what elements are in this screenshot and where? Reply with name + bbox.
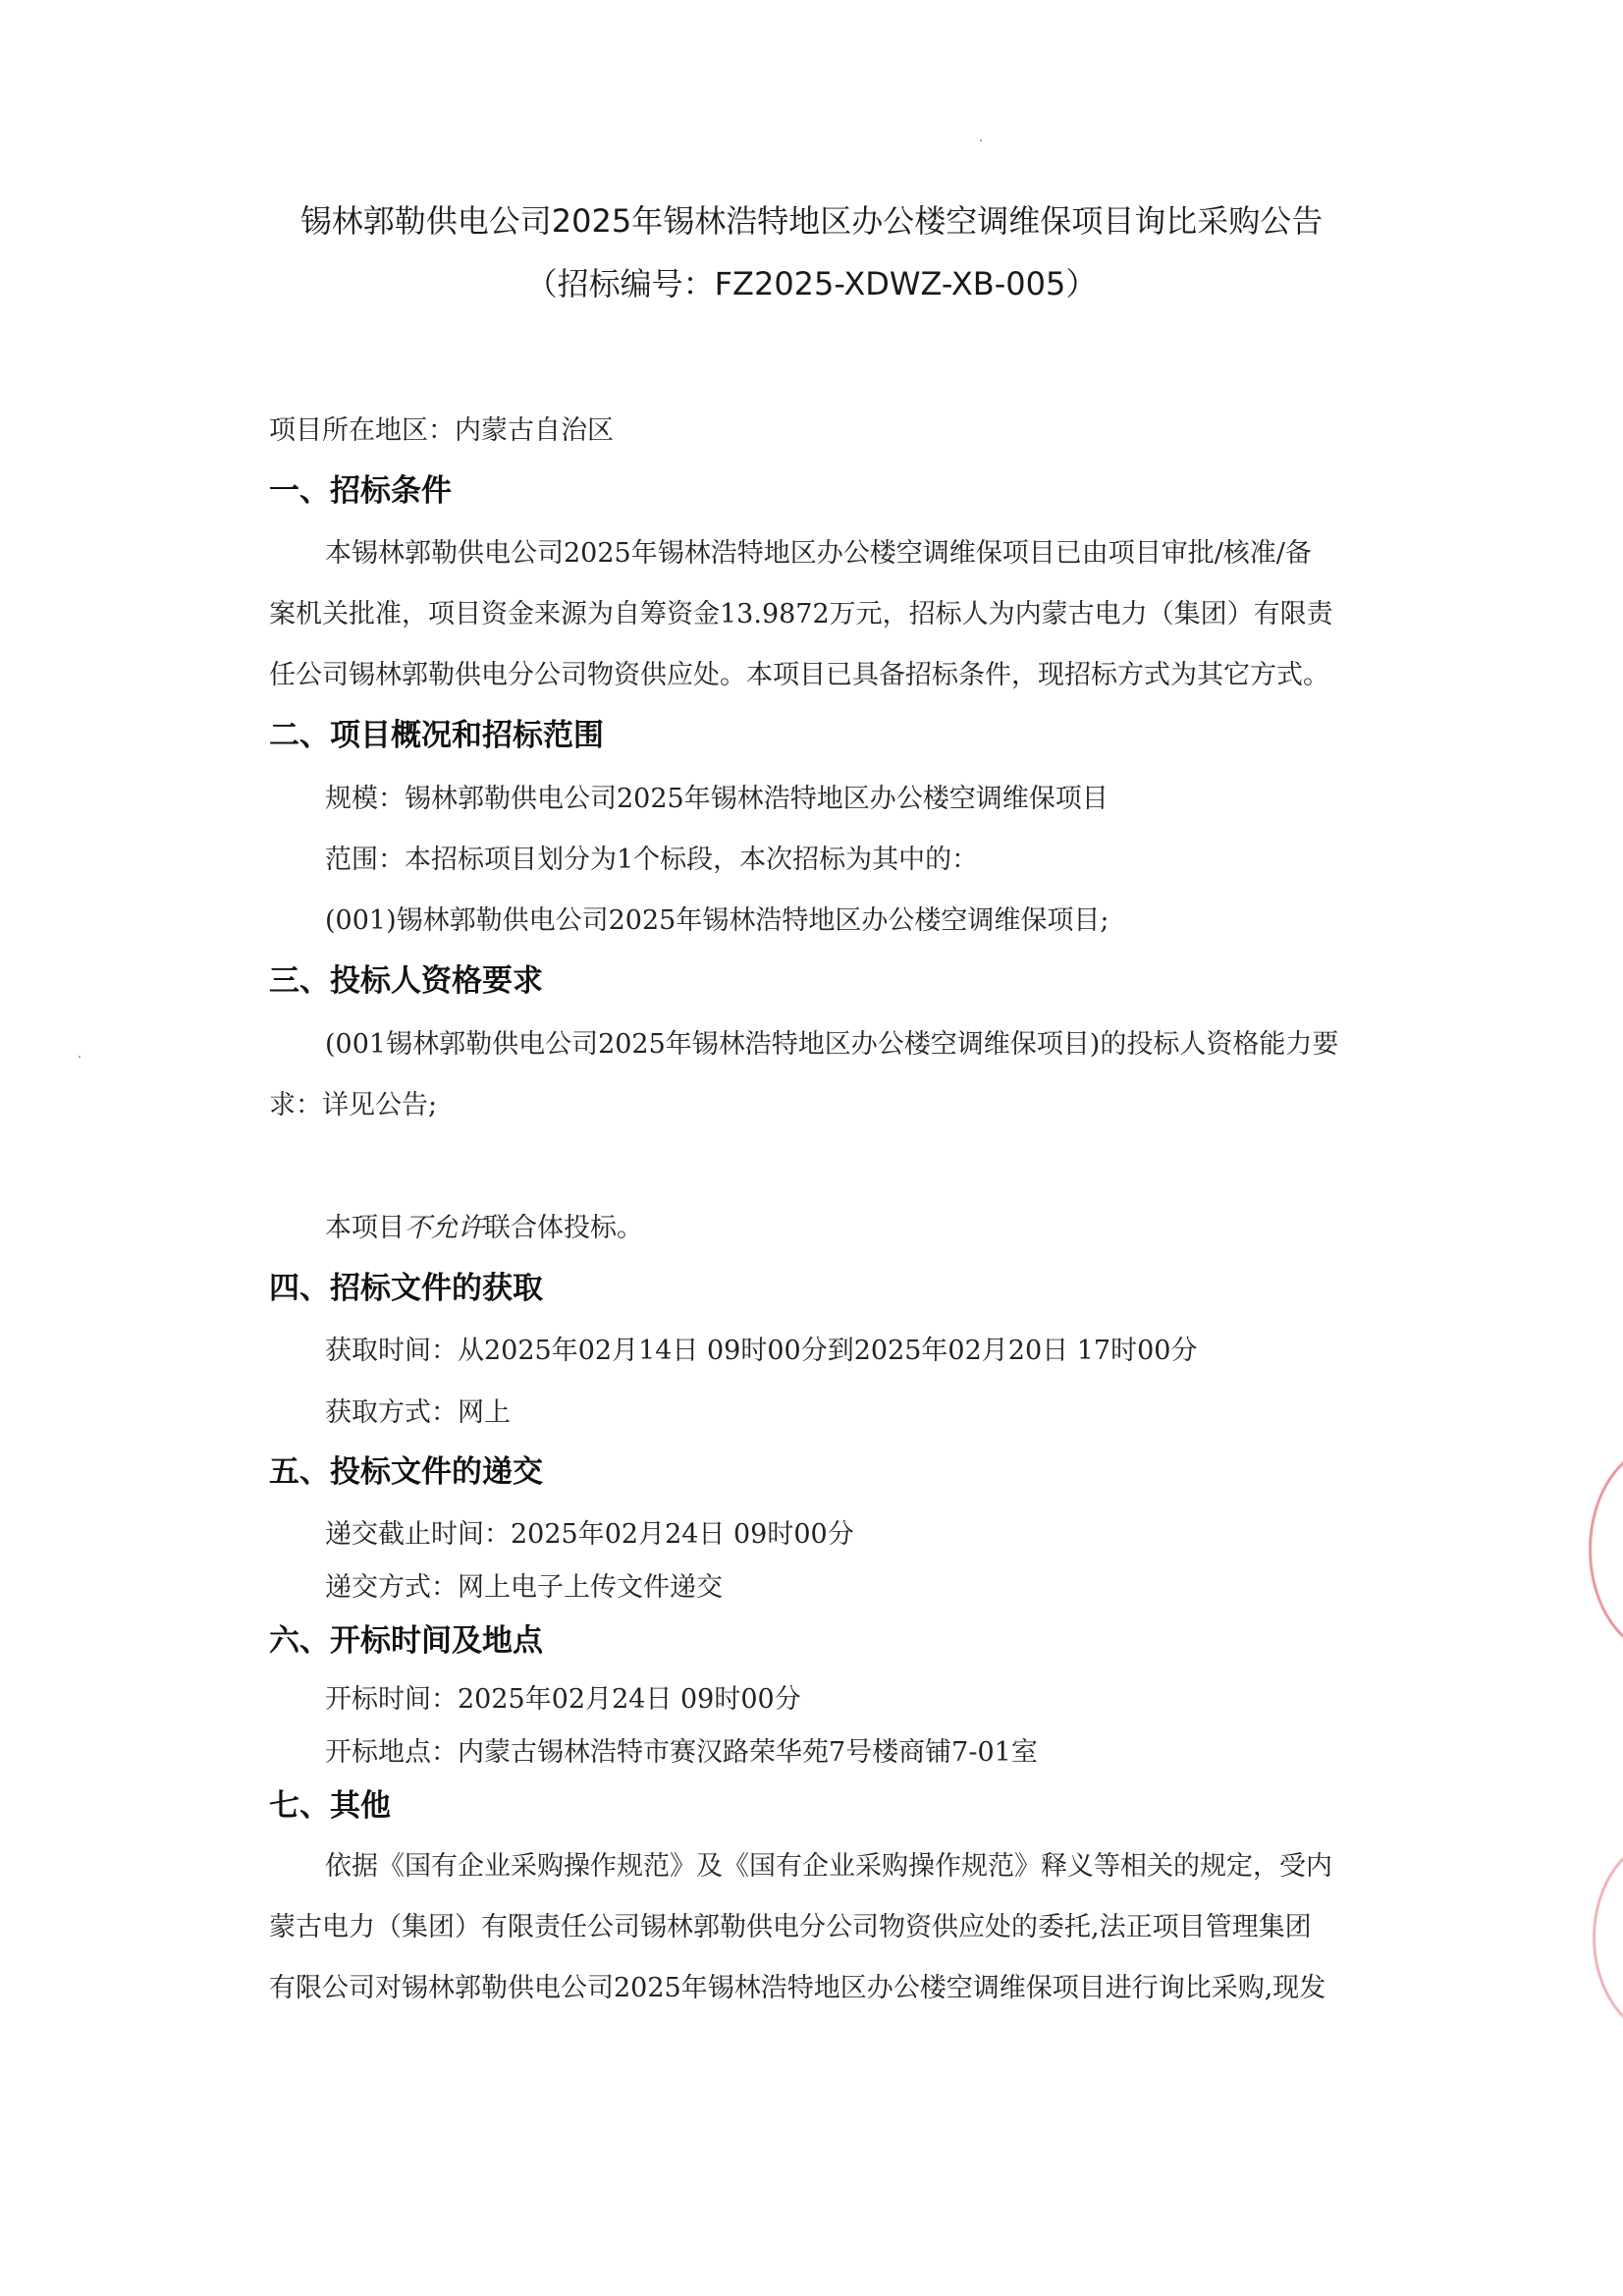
project-scale: 规模：锡林郭勒供电公司2025年锡林浩特地区办公楼空调维保项目: [325, 784, 1109, 814]
paragraph-line: 依据《国有企业采购操作规范》及《国有企业采购操作规范》释义等相关的规定，受内: [325, 1851, 1332, 1882]
seal-stamp-icon: [1593, 1836, 1623, 2039]
joint-bid-suffix: 联合体投标。: [484, 1213, 643, 1243]
section-heading-7: 七、其他: [269, 1788, 391, 1824]
paragraph-line: 本锡林郭勒供电公司2025年锡林浩特地区办公楼空调维保项目已由项目审批/核准/备: [325, 538, 1312, 569]
paragraph-line: (001锡林郭勒供电公司2025年锡林浩特地区办公楼空调维保项目)的投标人资格能力要: [325, 1029, 1339, 1060]
project-region: 项目所在地区：内蒙古自治区: [269, 415, 614, 446]
section-heading-5: 五、投标文件的递交: [269, 1454, 543, 1490]
paragraph-line: 有限公司对锡林郭勒供电公司2025年锡林浩特地区办公楼空调维保项目进行询比采购,现发: [269, 1973, 1326, 2003]
project-scope: 范围：本招标项目划分为1个标段，本次招标为其中的：: [325, 845, 979, 875]
paragraph-line: 案机关批准，项目资金来源为自筹资金13.9872万元，招标人为内蒙古电力（集团）有限责: [269, 599, 1333, 629]
section-heading-4: 四、招标文件的获取: [269, 1271, 543, 1306]
submission-deadline: 递交截止时间：2025年02月24日 09时00分: [325, 1519, 854, 1550]
seal-stamp-icon: [1589, 1444, 1623, 1656]
section-heading-3: 三、投标人资格要求: [269, 963, 543, 999]
tender-number: （招标编号：FZ2025-XDWZ-XB-005）: [525, 265, 1098, 302]
opening-place: 开标地点：内蒙古锡林浩特市赛汉路荣华苑7号楼商铺7-01室: [325, 1737, 1038, 1768]
paragraph-line: 任公司锡林郭勒供电分公司物资供应处。本项目已具备招标条件，现招标方式为其它方式。: [269, 660, 1329, 690]
section-heading-1: 一、招标条件: [269, 473, 452, 509]
joint-bid-emphasis: 不允许: [405, 1213, 484, 1243]
lot-item: (001)锡林郭勒供电公司2025年锡林浩特地区办公楼空调维保项目;: [325, 905, 1109, 936]
document-title: 锡林郭勒供电公司2025年锡林浩特地区办公楼空调维保项目询比采购公告: [299, 202, 1324, 240]
opening-time: 开标时间：2025年02月24日 09时00分: [325, 1684, 801, 1715]
section-heading-6: 六、开标时间及地点: [269, 1623, 543, 1659]
scan-speck: [79, 1056, 81, 1058]
submission-method: 递交方式：网上电子上传文件递交: [325, 1572, 723, 1603]
joint-bid-statement: [325, 1206, 643, 1244]
scan-speck: [980, 139, 982, 141]
acquisition-time: 获取时间：从2025年02月14日 09时00分到2025年02月20日 17时00分: [325, 1336, 1198, 1366]
joint-bid-prefix: 本项目: [325, 1213, 405, 1243]
acquisition-method: 获取方式：网上: [325, 1397, 511, 1428]
section-heading-2: 二、项目概况和招标范围: [269, 718, 604, 753]
paragraph-line: 求：详见公告;: [269, 1090, 438, 1121]
paragraph-line: 蒙古电力（集团）有限责任公司锡林郭勒供电分公司物资供应处的委托,法正项目管理集团: [269, 1912, 1312, 1942]
